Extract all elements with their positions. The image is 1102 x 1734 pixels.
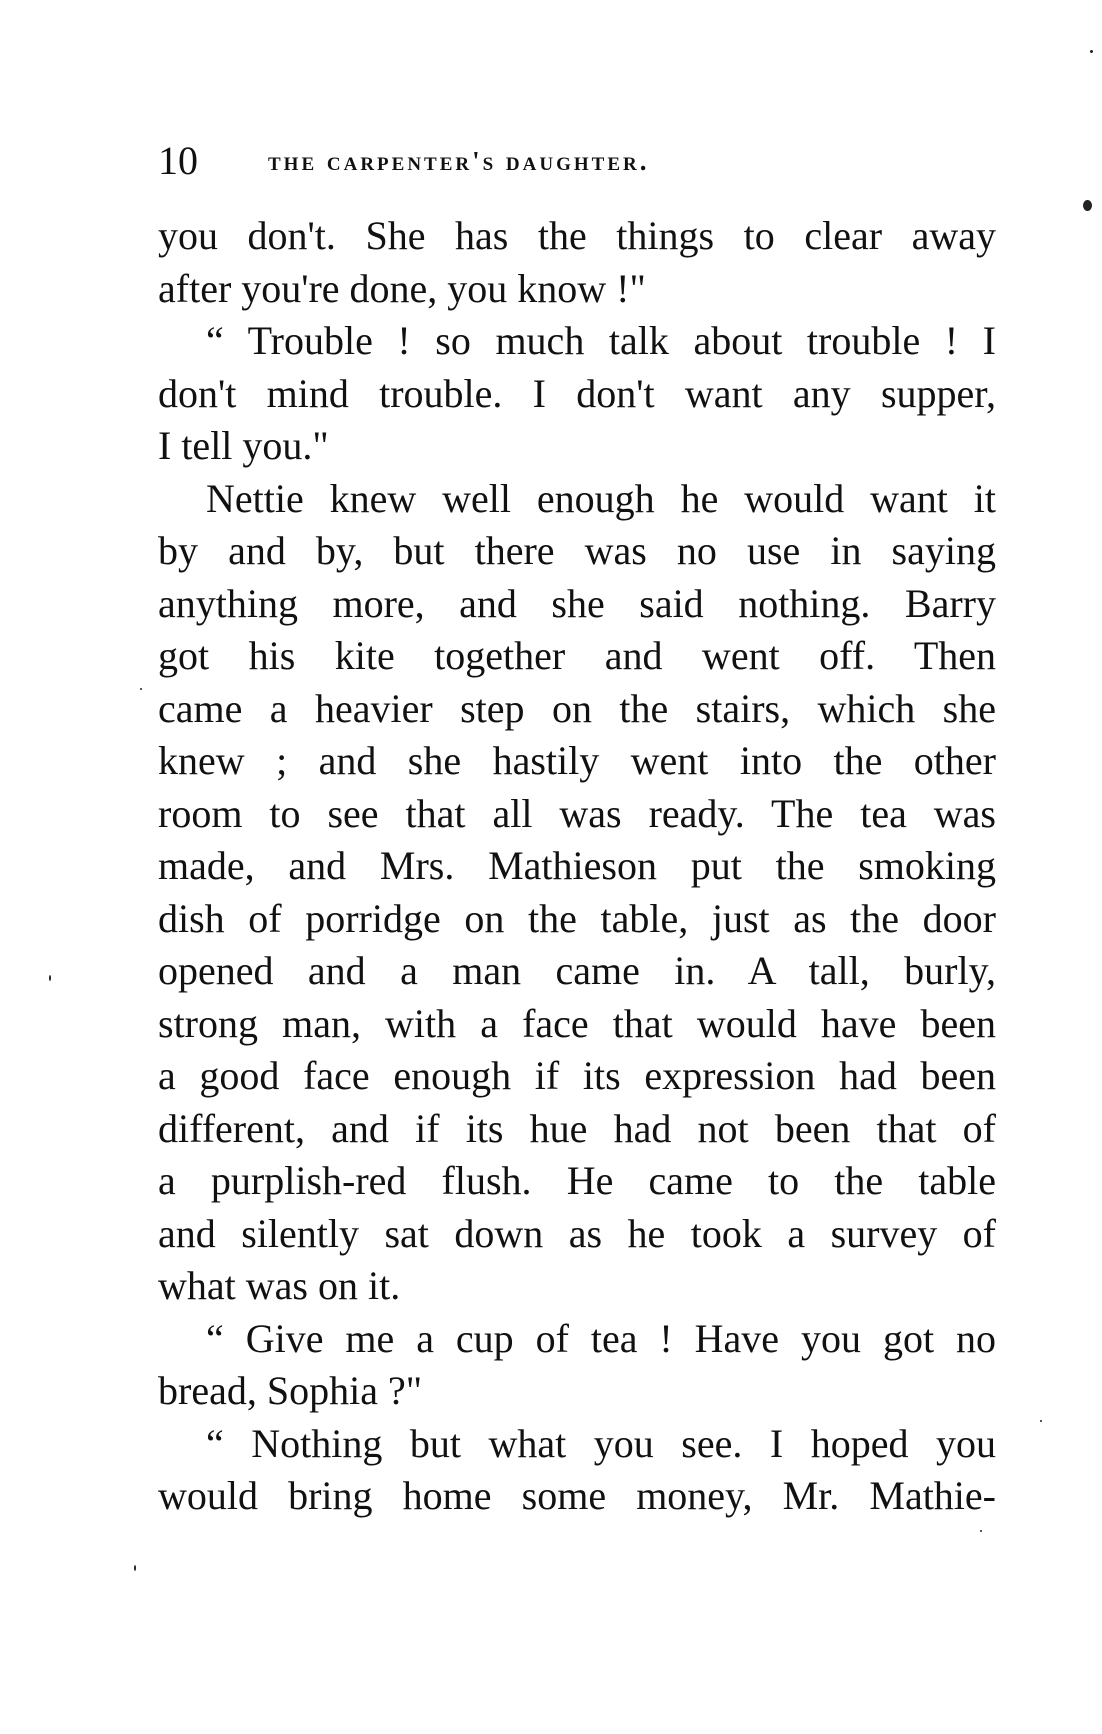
scan-speck bbox=[49, 975, 51, 981]
text-line: “ Nothing but what you see. I hoped you bbox=[206, 1420, 996, 1466]
running-title: the carpenter's daughter. bbox=[268, 146, 650, 176]
text-line: Nettie knew well enough he would want it bbox=[206, 475, 996, 521]
text-line: came a heavier step on the stairs, which she bbox=[158, 685, 996, 731]
scan-speck bbox=[1083, 200, 1092, 211]
text-line: made, and Mrs. Mathieson put the smoking bbox=[158, 843, 996, 888]
text-line: knew ; and she hastily went into the other bbox=[158, 738, 996, 783]
text-line: “ Trouble ! so much talk about trouble ! I bbox=[206, 318, 996, 363]
text-line: different, and if its hue had not been that of bbox=[158, 1105, 996, 1151]
scan-speck bbox=[1090, 50, 1093, 53]
text-line: opened and a man came in. A tall, burly, bbox=[158, 948, 996, 993]
page-number: 10 bbox=[158, 138, 198, 183]
page-header bbox=[158, 136, 918, 186]
text-line: don't mind trouble. I don't want any supper, bbox=[158, 370, 996, 416]
text-line: got his kite together and went off. Then bbox=[158, 633, 996, 678]
text-line: anything more, and she said nothing. Barry bbox=[158, 580, 996, 626]
scan-speck bbox=[134, 1565, 136, 1571]
text-line: strong man, with a face that would have been bbox=[158, 1000, 996, 1046]
text-line: I tell you." bbox=[158, 423, 329, 468]
text-line: would bring home some money, Mr. Mathie- bbox=[158, 1473, 996, 1518]
text-line: room to see that all was ready. The tea was bbox=[158, 790, 996, 836]
scan-speck bbox=[1040, 1420, 1042, 1422]
text-line: a purplish-red flush. He came to the table bbox=[158, 1158, 996, 1203]
text-line: dish of porridge on the table, just as the door bbox=[158, 895, 996, 941]
text-line: a good face enough if its expression had been bbox=[158, 1053, 996, 1098]
scan-speck bbox=[140, 688, 142, 690]
text-line: you don't. She has the things to clear away bbox=[158, 213, 996, 258]
body-text bbox=[158, 210, 996, 1523]
text-line: “ Give me a cup of tea ! Have you got no bbox=[206, 1315, 996, 1361]
text-line: by and by, but there was no use in saying bbox=[158, 528, 996, 573]
text-line: and silently sat down as he took a survey of bbox=[158, 1210, 996, 1256]
scan-speck bbox=[980, 1530, 982, 1532]
text-line: bread, Sophia ?" bbox=[158, 1368, 423, 1413]
text-line: after you're done, you know !" bbox=[158, 265, 646, 311]
text-line: what was on it. bbox=[158, 1263, 401, 1308]
